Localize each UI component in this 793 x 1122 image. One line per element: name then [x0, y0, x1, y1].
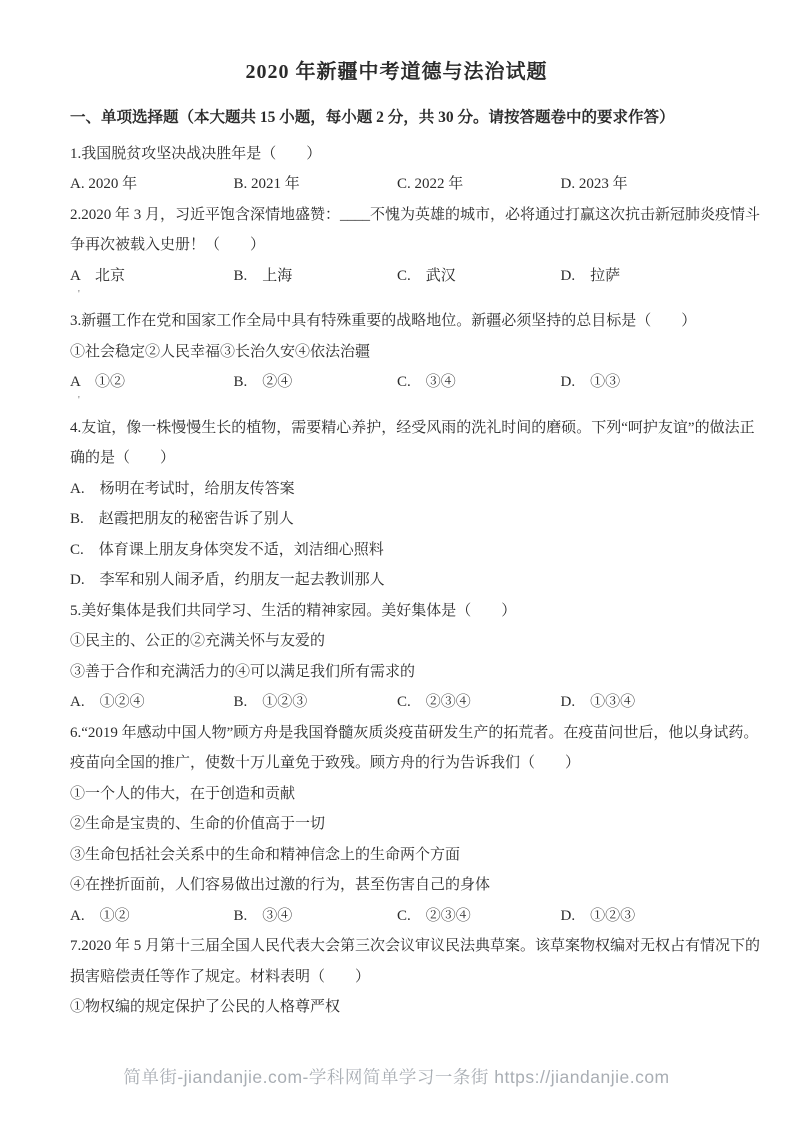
question-stem: 5.美好集体是我们共同学习、生活的精神家园。美好集体是（ ）: [70, 602, 517, 619]
option-d: D. ①②③: [560, 907, 636, 924]
question-sub-item: ①一个人的伟大，在于创造和贡献: [70, 785, 296, 802]
question-6: [70, 716, 759, 930]
question-sub-item: ①民主的、公正的②充满关怀与友爱的: [70, 633, 326, 650]
option-c: C. 2022 年: [397, 176, 464, 193]
option-b: B. ③④: [233, 907, 293, 924]
question-stem: 4.友谊，像一株慢慢生长的植物，需要精心养护，经受风雨的洗礼时间的磨硕。下列“呵护友谊”的做法正: [70, 419, 755, 436]
question-stem: 1.我国脱贫攻坚决战决胜年是（ ）: [70, 145, 322, 162]
question-stem: 7.2020 年 5 月第十三届全国人民代表大会第三次会议审议民法典草案。该草案物权编对无权占有情况下的: [70, 938, 761, 955]
question-stem: 3.新疆工作在党和国家工作全局中具有特殊重要的战略地位。新疆必须坚持的总目标是（ ）: [70, 313, 697, 330]
option-d: D. 李军和别人闹矛盾，约朋友一起去教训那人: [70, 572, 385, 589]
options-row: [70, 686, 723, 717]
question-sub-item: ①社会稳定②人民幸福③长治久安④依法治疆: [70, 343, 371, 360]
option-c: C. 武汉: [397, 267, 456, 284]
question-1: [70, 137, 723, 198]
question-sub-item: ④在挫折面前，人们容易做出过激的行为，甚至伤害自己的身体: [70, 877, 491, 894]
question-sub-item: ③生命包括社会关系中的生命和精神信念上的生命两个方面: [70, 846, 461, 863]
stray-mark: ': [78, 288, 80, 300]
option-a: A. 杨明在考试时，给朋友传答案: [70, 480, 295, 497]
option-a: A 北京: [70, 267, 126, 284]
option-c: C. ③④: [397, 374, 456, 391]
option-d: D. ①③: [560, 374, 621, 391]
question-stem: 争再次被载入史册！（ ）: [70, 237, 266, 254]
question-stem: 确的是（ ）: [70, 450, 176, 467]
option-b: B. 上海: [233, 267, 293, 284]
option-a: A. 2020 年: [70, 176, 138, 193]
question-stem: 损害赔偿责任等作了规定。材料表明（ ）: [70, 968, 371, 985]
option-b: B. ②④: [233, 374, 293, 391]
question-sub-item: ①物权编的规定保护了公民的人格尊严权: [70, 999, 341, 1016]
option-d: D. 2023 年: [560, 176, 628, 193]
option-b: B. 2021 年: [233, 176, 300, 193]
options-row: [70, 899, 723, 930]
options-row: [70, 168, 723, 199]
question-3: [70, 305, 723, 412]
question-stem: 6.“2019 年感动中国人物”顾方舟是我国脊髓灰质炎疫苗研发生产的拓荒者。在疫苗问世后，他以身试药。: [70, 724, 759, 741]
option-a: A ①②: [70, 374, 126, 391]
page-title: 2020 年新疆中考道德与法治试题: [245, 61, 548, 83]
question-stem: 疫苗向全国的推广，使数十万儿童免于致残。顾方舟的行为告诉我们（ ）: [70, 755, 581, 772]
question-sub-item: ②生命是宝贵的、生命的价值高于一切: [70, 816, 326, 833]
stray-mark: ': [78, 395, 80, 406]
option-d: D. 拉萨: [560, 267, 621, 284]
option-c: C. ②③④: [397, 907, 471, 924]
question-7: [70, 930, 761, 1022]
options-row: [70, 259, 723, 290]
question-5: [70, 594, 723, 716]
option-b: B. 赵霞把朋友的秘密告诉了别人: [70, 511, 294, 528]
option-a: A. ①②④: [70, 694, 145, 711]
question-2: [70, 198, 761, 305]
option-c: C. 体育课上朋友身体突发不适，刘洁细心照料: [70, 541, 384, 558]
option-c: C. ②③④: [397, 694, 471, 711]
options-row: [70, 366, 723, 397]
section-header: 一、单项选择题（本大题共 15 小题，每小题 2 分，共 30 分。请按答题卷中的要求作答）: [70, 109, 675, 126]
question-stem: 2.2020 年 3 月，习近平饱含深情地盛赞：____不愧为英雄的城市，必将通过打赢这次抗击新冠肺炎疫情斗: [70, 206, 761, 223]
watermark-footer: 简单街-jiandanjie.com-学科网简单学习一条街 https://jiandanjie.com: [123, 1067, 670, 1087]
question-4: [70, 411, 755, 594]
option-a: A. ①②: [70, 907, 130, 924]
question-sub-item: ③善于合作和充满活力的④可以满足我们所有需求的: [70, 663, 416, 680]
option-b: B. ①②③: [233, 694, 308, 711]
option-d: D. ①③④: [560, 694, 636, 711]
